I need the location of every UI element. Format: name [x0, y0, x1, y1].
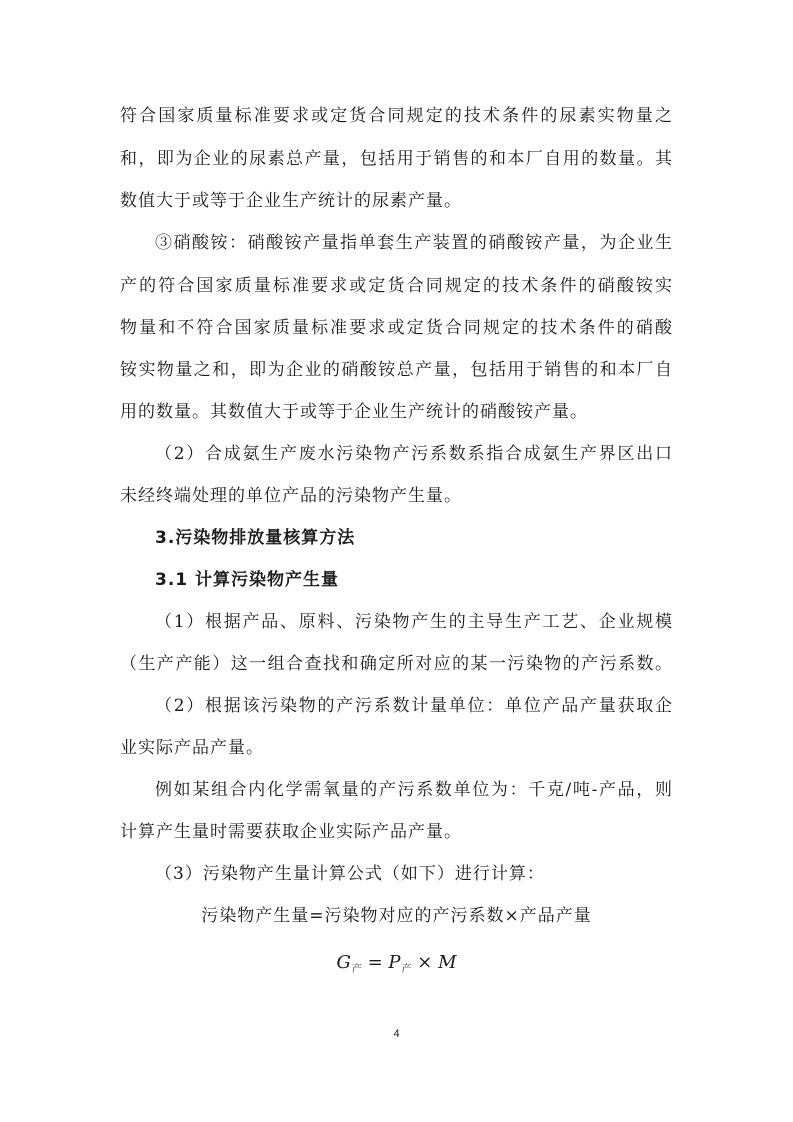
paragraph-line: （2）根据该污染物的产污系数计量单位：单位产品产量获取企 — [155, 696, 673, 716]
formula-equation — [120, 953, 673, 980]
paragraph-line: 业实际产品产量。 — [120, 738, 264, 758]
paragraph-line: 计算产生量时需要获取企业实际产品产量。 — [120, 822, 462, 842]
formula-times: × — [411, 952, 439, 973]
paragraph-line: 未经终端处理的单位产品的污染物产生量。 — [120, 486, 462, 506]
paragraph-line: 数值大于或等于企业生产统计的尿素产量。 — [120, 191, 462, 211]
paragraph-line: 物量和不符合国家质量标准要求或定货合同规定的技术条件的硝酸 — [120, 318, 673, 338]
formula-p-subscript: 产 — [401, 964, 412, 975]
paragraph-line: （3）污染物产生量计算公式（如下）进行计算： — [155, 864, 545, 884]
paragraph-line: ③硝酸铵：硝酸铵产量指单套生产装置的硝酸铵产量，为企业生 — [155, 233, 673, 253]
formula-text: 污染物产生量=污染物对应的产污系数×产品产量 — [201, 906, 592, 926]
paragraph-line: （生产产能）这一组合查找和确定所对应的某一污染物的产污系数。 — [120, 654, 673, 674]
section-heading: 3.污染物排放量核算方法 — [155, 528, 356, 548]
page-number: 4 — [393, 1028, 400, 1040]
paragraph-line: 符合国家质量标准要求或定货合同规定的技术条件的尿素实物量之 — [120, 106, 673, 126]
subsection-heading: 3.1 计算污染物产生量 — [155, 570, 340, 590]
paragraph-line: 例如某组合内化学需氧量的产污系数单位为：千克/吨-产品，则 — [155, 780, 673, 800]
paragraph-line: 用的数量。其数值大于或等于企业生产统计的硝酸铵产量。 — [120, 402, 588, 422]
formula-p: P — [388, 952, 401, 973]
paragraph-line: 铵实物量之和，即为企业的硝酸铵总产量，包括用于销售的和本厂自 — [120, 360, 673, 380]
formula-m: M — [438, 952, 457, 973]
paragraph-line: （2）合成氨生产废水污染物产污系数系指合成氨生产界区出口 — [155, 444, 673, 464]
formula-g: G — [336, 952, 351, 973]
formula-equals: = — [361, 952, 389, 973]
paragraph-line: （1）根据产品、原料、污染物产生的主导生产工艺、企业规模 — [155, 612, 673, 632]
paragraph-line: 产的符合国家质量标准要求或定货合同规定的技术条件的硝酸铵实 — [120, 276, 673, 296]
formula-g-subscript: 产 — [351, 964, 362, 975]
paragraph-line: 和，即为企业的尿素总产量，包括用于销售的和本厂自用的数量。其 — [120, 149, 673, 169]
